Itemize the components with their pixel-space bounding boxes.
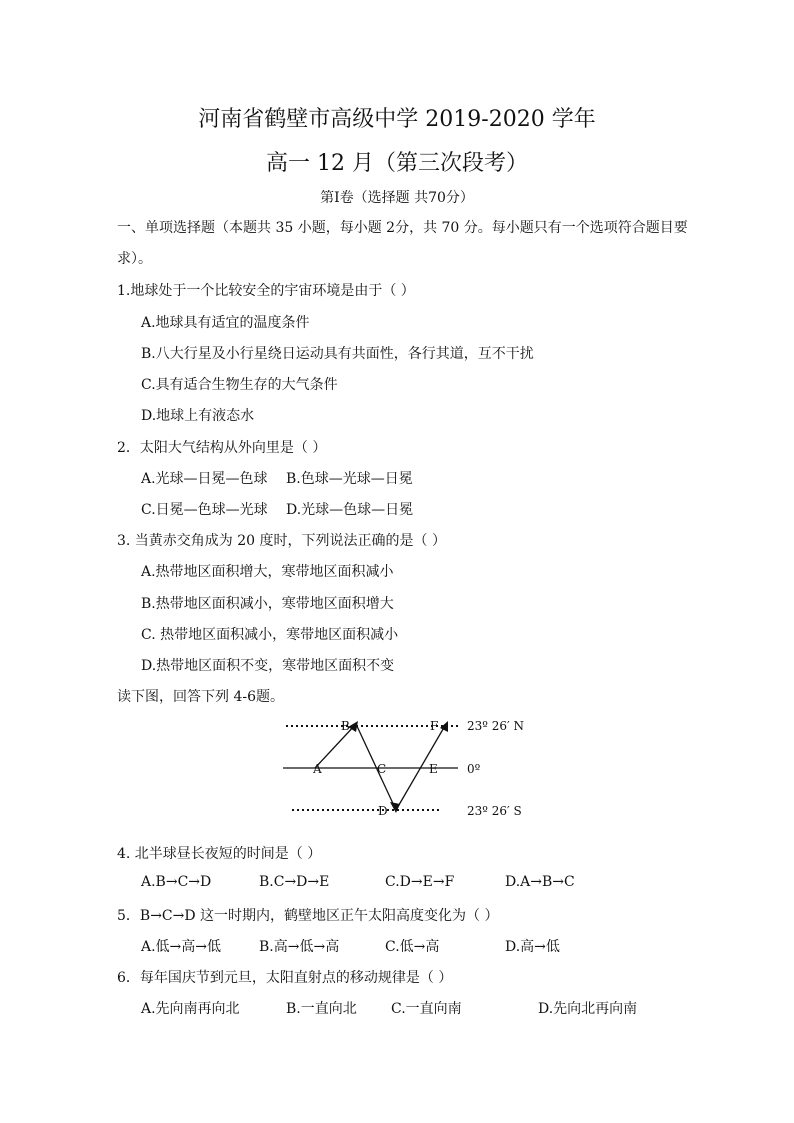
question-6-option-a: A.先向南再向北 <box>141 1001 240 1017</box>
question-6-option-d: D.先向北再向南 <box>538 1001 638 1017</box>
point-c-label: C <box>377 762 387 776</box>
question-2-option-c: C.日冕—色球—光球 <box>141 502 268 518</box>
solar-declination-diagram <box>0 710 794 830</box>
point-b-label: B <box>341 719 350 733</box>
question-5-stem: 5．B→C→D 这一时期内，鹤壁地区正午太阳高度变化为（ ） <box>117 908 499 924</box>
question-3-option-b: B.热带地区面积减小，寒带地区面积增大 <box>141 596 394 612</box>
point-a-label: A <box>313 762 322 776</box>
question-5-option-c: C.低→高 <box>385 939 440 955</box>
question-1-option-d: D.地球上有液态水 <box>141 408 255 424</box>
question-6-option-b: B.一直向北 <box>286 1001 357 1017</box>
question-1-option-b: B.八大行星及小行星绕日运动具有共面性，各行其道，互不干扰 <box>141 346 534 362</box>
document-subtitle: 高一 12 月（第三次段考） <box>266 151 528 176</box>
question-4-option-c: C.D→E→F <box>385 874 455 890</box>
figure-intro: 读下图，回答下列 4-6题。 <box>117 689 284 705</box>
question-2-option-d: D.光球—色球—日冕 <box>286 502 414 518</box>
question-3-option-d: D.热带地区面积不变，寒带地区面积不变 <box>141 658 395 674</box>
question-4-option-a: A.B→C→D <box>141 874 212 890</box>
instructions-line-1: 一、单项选择题（本题共 35 小题，每小题 2分，共 70 分。每小题只有一个选项符合题目要 <box>117 220 688 236</box>
question-1-stem: 1.地球处于一个比较安全的宇宙环境是由于（ ） <box>117 283 415 299</box>
question-2-stem: 2．太阳大气结构从外向里是（ ） <box>117 440 327 456</box>
point-d-label: D <box>378 804 388 818</box>
path-b-to-d <box>356 724 396 810</box>
document-title: 河南省鹤壁市高级中学 2019-2020 学年 <box>198 107 596 132</box>
latitude-north-label: 23º 26′ N <box>467 719 525 733</box>
question-2-option-b: B.色球—光球—日冕 <box>286 471 413 487</box>
latitude-equator-label: 0º <box>467 762 481 776</box>
question-3-stem: 3. 当黄赤交角成为 20 度时，下列说法正确的是（ ） <box>117 533 446 549</box>
question-1-option-c: C.具有适合生物生存的大气条件 <box>141 377 338 393</box>
question-6-stem: 6．每年国庆节到元旦，太阳直射点的移动规律是（ ） <box>117 970 453 986</box>
question-5-option-d: D.高→低 <box>505 939 560 955</box>
point-e-label: E <box>429 762 438 776</box>
point-f-label: F <box>430 719 439 733</box>
question-6-option-c: C.一直向南 <box>391 1001 462 1017</box>
question-3-option-c: C. 热带地区面积减小，寒带地区面积减小 <box>141 627 399 643</box>
section-heading: 第Ⅰ卷（选择题 共70分） <box>320 190 474 206</box>
question-3-option-a: A.热带地区面积增大，寒带地区面积减小 <box>141 564 394 580</box>
arrowhead-at-d <box>390 802 400 813</box>
question-4-option-d: D.A→B→C <box>505 874 575 890</box>
question-1-option-a: A.地球具有适宜的温度条件 <box>141 315 310 331</box>
question-5-option-a: A.低→高→低 <box>141 939 222 955</box>
question-2-option-a: A.光球—日冕—色球 <box>141 471 268 487</box>
question-5-option-b: B.高→低→高 <box>259 939 340 955</box>
latitude-south-label: 23º 26′ S <box>467 804 522 818</box>
instructions-line-2: 求）。 <box>117 251 152 267</box>
path-d-to-f <box>396 724 446 810</box>
question-4-option-b: B.C→D→E <box>259 874 330 890</box>
question-4-stem: 4. 北半球昼长夜短的时间是（ ） <box>117 846 322 862</box>
